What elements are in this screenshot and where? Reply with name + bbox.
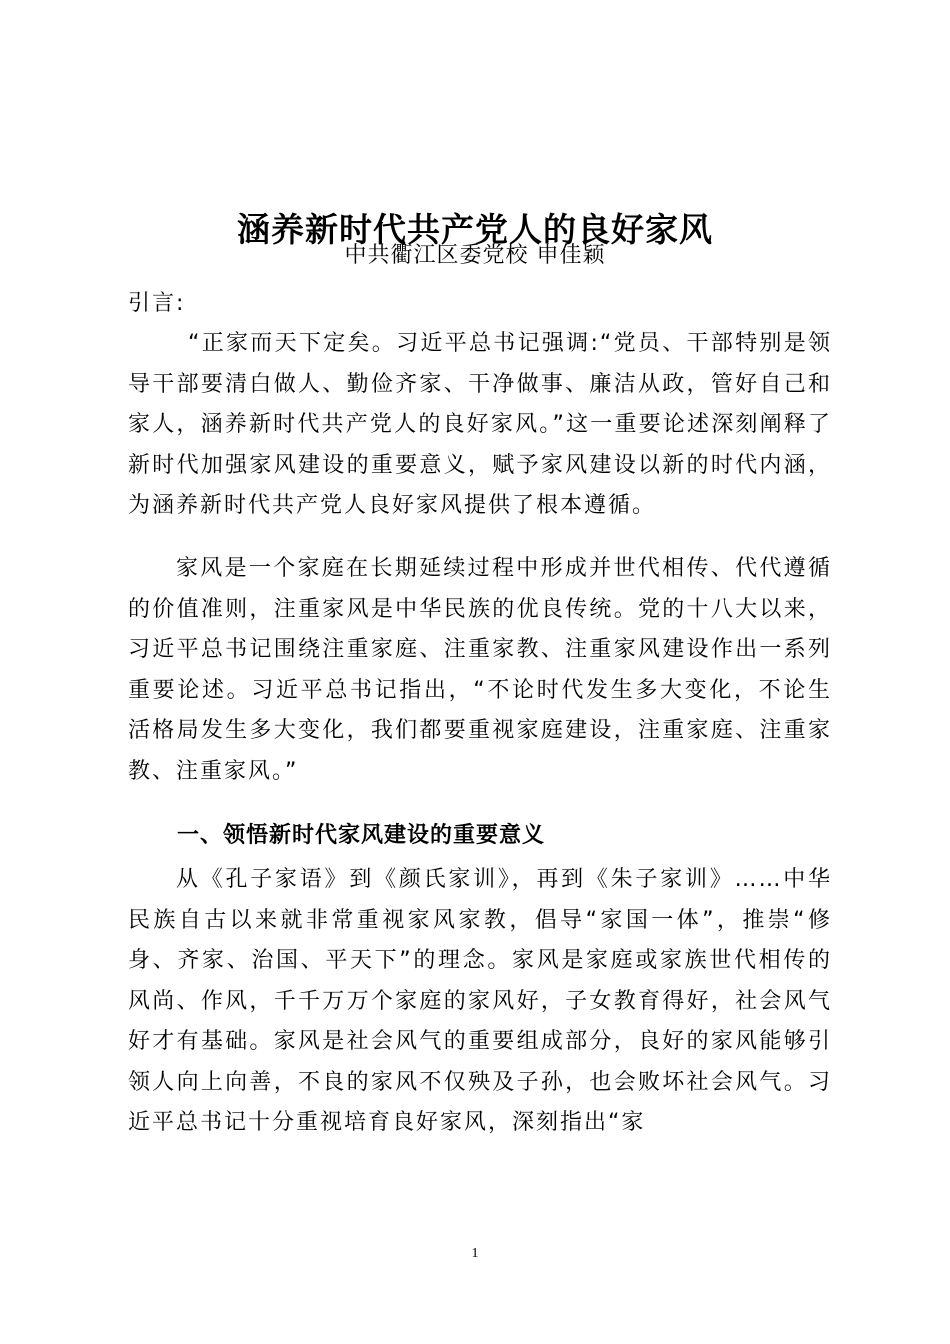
document-title: 涵养新时代共产党人的良好家风	[237, 210, 713, 250]
intro-paragraph-2: 家风是一个家庭在长期延续过程中形成并世代相传、代代遵循的价值准则，注重家风是中华民族的优良传统。党的十八大以来，习近平总书记围绕注重家庭、注重家教、注重家风建设作出一系列重要论述。习近平总书记指出，“不论时代发生多大变化，不论生活格局发生多大变化，我们都要重视家庭建设，注重家庭、注重家教、注重家风。”	[128, 556, 832, 784]
author-line: 中共衢江区委党校 申佳颖	[344, 243, 606, 268]
page-number: 1	[471, 1246, 479, 1261]
intro-label: 引言:	[128, 291, 186, 316]
intro-paragraph-1: “正家而天下定矣。习近平总书记强调:“党员、干部特别是领导干部要清白做人、勤俭齐家、干净做事、廉洁从政，管好自己和家人，涵养新时代共产党人的良好家风。”这一重要论述深刻阐释了新时代加强家风建设的重要意义，赋予家风建设以新的时代内涵，为涵养新时代共产党人良好家风提供了根本遵循。	[128, 331, 832, 518]
section-paragraph: 从《孔子家语》到《颜氏家训》，再到《朱子家训》……中华民族自古以来就非常重视家风家教，倡导“家国一体”，推崇“修身、齐家、治国、平天下”的理念。家风是家庭或家族世代相传的风尚、作风，千千万万个家庭的家风好，子女教育得好，社会风气好才有基础。家风是社会风气的重要组成部分，良好的家风能够引领人向上向善，不良的家风不仅殃及子孙，也会败坏社会风气。习近平总书记十分重视培育良好家风，深刻指出“家	[128, 867, 832, 1135]
section-heading: 一、领悟新时代家风建设的重要意义	[177, 823, 546, 848]
